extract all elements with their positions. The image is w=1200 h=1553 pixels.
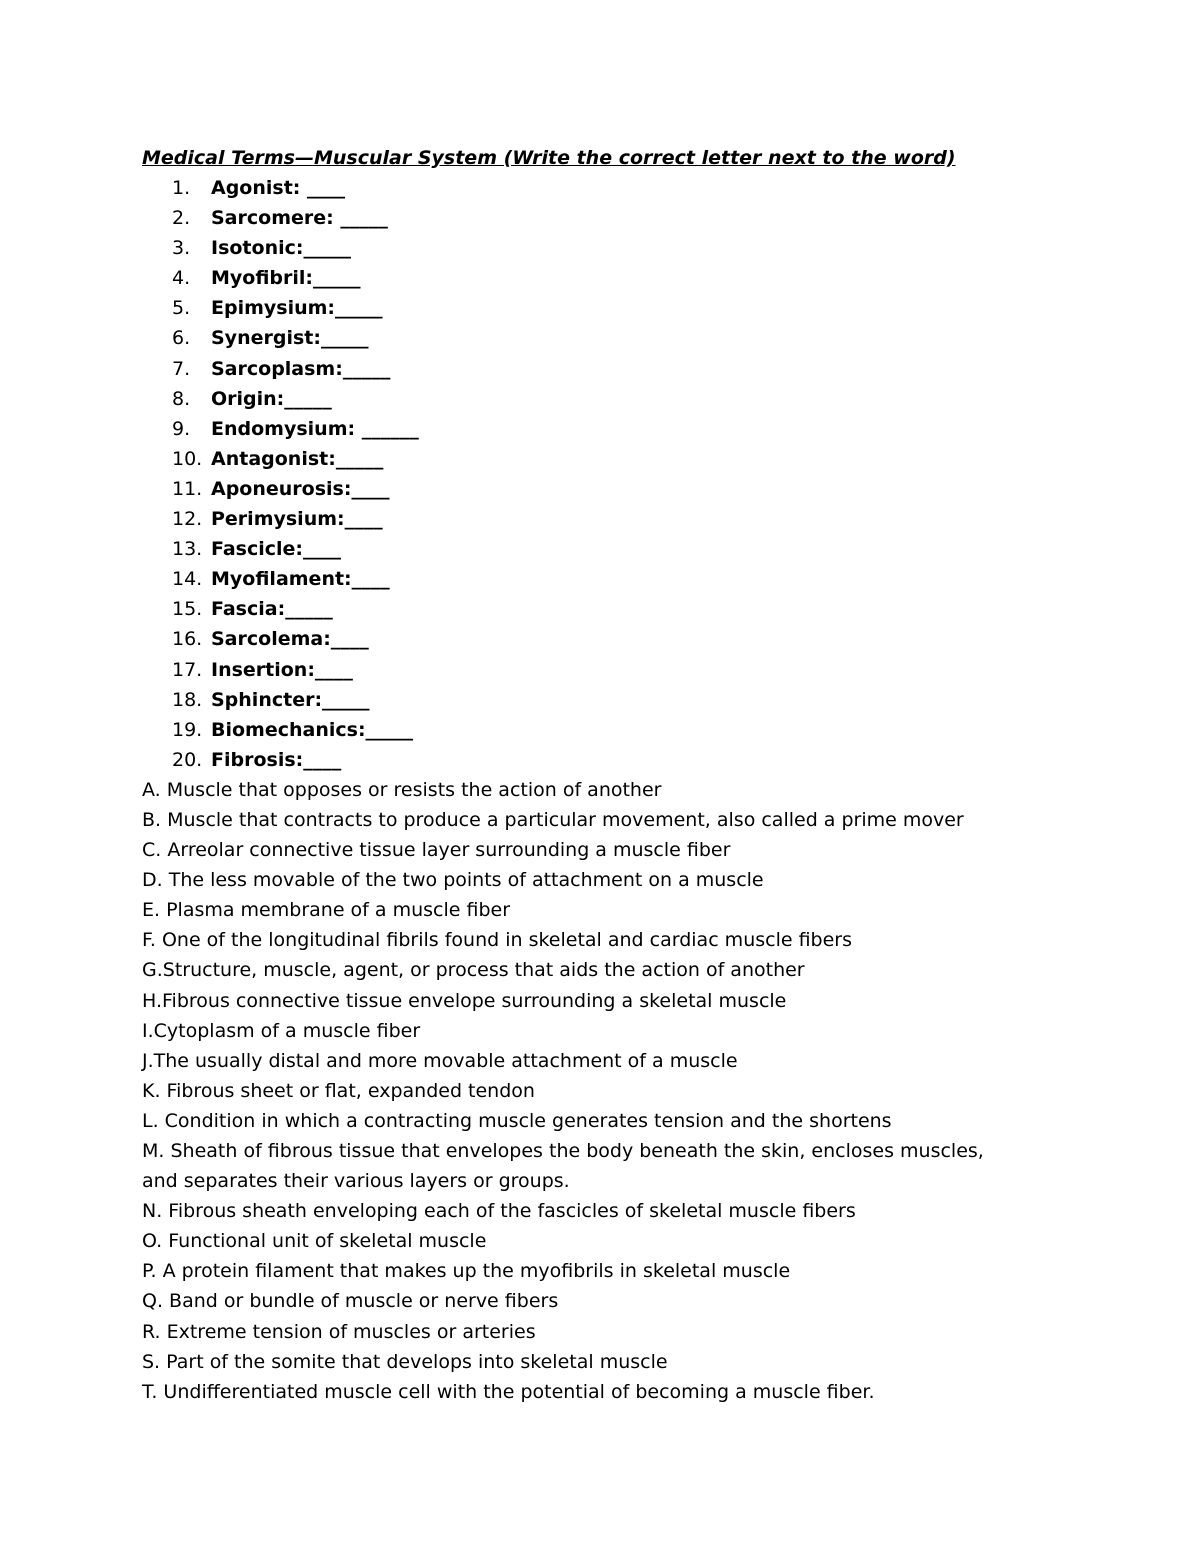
- term-number: 13.: [172, 538, 203, 561]
- definition-text: O. Functional unit of skeletal muscle: [142, 1230, 487, 1253]
- definition-item: [142, 1256, 1142, 1286]
- definition-text: R. Extreme tension of muscles or arteries: [142, 1320, 536, 1343]
- term-text: Insertion:____: [211, 658, 353, 681]
- definition-text: F. One of the longitudinal fibrils found in skeletal and cardiac muscle fibers: [142, 929, 853, 952]
- term-text: Aponeurosis:____: [211, 477, 390, 500]
- definition-text: G.Structure, muscle, agent, or process that aids the action of another: [142, 959, 805, 982]
- term-item: [142, 173, 1142, 203]
- term-item: [142, 263, 1142, 293]
- term-text: Fibrosis:____: [211, 748, 342, 771]
- definition-item: [142, 1076, 1142, 1106]
- definition-text: M. Sheath of fibrous tissue that envelopes the body beneath the skin, encloses muscles,: [142, 1140, 984, 1162]
- term-item: [142, 504, 1142, 534]
- term-text: Isotonic:_____: [211, 237, 351, 260]
- term-text: Fascia:_____: [211, 598, 333, 621]
- term-text: Antagonist:_____: [211, 447, 384, 470]
- term-number: 8.: [172, 387, 191, 410]
- definition-text: N. Fibrous sheath enveloping each of the fascicles of skeletal muscle fibers: [142, 1200, 856, 1223]
- term-item: [142, 534, 1142, 564]
- term-item: [142, 624, 1142, 654]
- definitions-list: [142, 775, 1142, 1407]
- definition-text: B. Muscle that contracts to produce a particular movement, also called a prime mover: [142, 808, 964, 831]
- term-number: 12.: [172, 508, 203, 531]
- term-number: 3.: [172, 237, 191, 260]
- term-item: [142, 354, 1142, 384]
- definition-item: [142, 1377, 1142, 1407]
- term-number: 18.: [172, 688, 203, 711]
- definition-item: [142, 775, 1142, 805]
- definition-item: [142, 865, 1142, 895]
- definition-item: [142, 895, 1142, 925]
- term-number: 16.: [172, 628, 203, 651]
- definition-item: [142, 1286, 1142, 1316]
- definition-text: C. Arreolar connective tissue layer surrounding a muscle fiber: [142, 839, 731, 862]
- term-number: 9.: [172, 417, 191, 440]
- definition-text: K. Fibrous sheet or flat, expanded tendon: [142, 1079, 535, 1102]
- term-item: [142, 564, 1142, 594]
- definition-item: [142, 1136, 1142, 1196]
- worksheet-content: [142, 143, 1142, 1407]
- term-text: Sarcolema:____: [211, 628, 369, 651]
- worksheet-title: Medical Terms—Muscular System (Write the correct letter next to the word): [142, 147, 956, 169]
- term-text: Synergist:_____: [211, 327, 369, 350]
- term-item: [142, 474, 1142, 504]
- definition-item: [142, 835, 1142, 865]
- definition-item: [142, 1347, 1142, 1377]
- term-item: [142, 685, 1142, 715]
- definition-text: H.Fibrous connective tissue envelope surrounding a skeletal muscle: [142, 989, 787, 1012]
- term-text: Myofibril:_____: [211, 267, 361, 290]
- term-item: [142, 233, 1142, 263]
- definition-item: [142, 955, 1142, 985]
- definition-text: D. The less movable of the two points of attachment on a muscle: [142, 869, 764, 892]
- term-text: Myofilament:____: [211, 568, 390, 591]
- term-item: [142, 323, 1142, 353]
- definition-item: [142, 1196, 1142, 1226]
- term-item: [142, 414, 1142, 444]
- term-number: 1.: [172, 177, 191, 199]
- definition-text: I.Cytoplasm of a muscle fiber: [142, 1019, 421, 1042]
- term-item: [142, 293, 1142, 323]
- definition-item: [142, 986, 1142, 1016]
- definition-text: S. Part of the somite that develops into skeletal muscle: [142, 1350, 668, 1373]
- definition-item: [142, 1016, 1142, 1046]
- term-text: Origin:_____: [211, 387, 332, 410]
- terms-list: [142, 173, 1142, 775]
- term-text: Endomysium: ______: [211, 417, 419, 440]
- term-number: 11.: [172, 477, 203, 500]
- term-number: 20.: [172, 748, 203, 771]
- term-number: 17.: [172, 658, 203, 681]
- definition-text-continuation: and separates their various layers or groups.: [142, 1170, 570, 1193]
- definition-item: [142, 1226, 1142, 1256]
- definition-item: [142, 805, 1142, 835]
- definition-item: [142, 1317, 1142, 1347]
- definition-text: Q. Band or bundle of muscle or nerve fibers: [142, 1290, 559, 1313]
- term-number: 4.: [172, 267, 191, 290]
- term-text: Sarcoplasm:_____: [211, 357, 391, 380]
- term-number: 15.: [172, 598, 203, 621]
- term-number: 19.: [172, 718, 203, 741]
- term-item: [142, 444, 1142, 474]
- definition-text: J.The usually distal and more movable attachment of a muscle: [142, 1049, 738, 1072]
- definition-item: [142, 925, 1142, 955]
- term-text: Fascicle:____: [211, 538, 342, 561]
- definition-text: P. A protein filament that makes up the myofibrils in skeletal muscle: [142, 1260, 791, 1283]
- definition-text: A. Muscle that opposes or resists the action of another: [142, 778, 662, 801]
- term-text: Biomechanics:_____: [211, 718, 414, 741]
- term-number: 14.: [172, 568, 203, 591]
- term-text: Epimysium:_____: [211, 297, 383, 320]
- term-text: Sarcomere: _____: [211, 207, 388, 230]
- term-item: [142, 655, 1142, 685]
- definition-item: [142, 1106, 1142, 1136]
- term-item: [142, 384, 1142, 414]
- term-number: 7.: [172, 357, 191, 380]
- definition-text: E. Plasma membrane of a muscle fiber: [142, 899, 511, 922]
- term-number: 10.: [172, 447, 203, 470]
- term-item: [142, 203, 1142, 233]
- term-text: Agonist: ____: [211, 177, 346, 199]
- term-number: 2.: [172, 207, 191, 230]
- definition-item: [142, 1046, 1142, 1076]
- term-text: Sphincter:_____: [211, 688, 370, 711]
- term-item: [142, 594, 1142, 624]
- term-item: [142, 715, 1142, 745]
- definition-text: T. Undifferentiated muscle cell with the potential of becoming a muscle fiber.: [142, 1380, 875, 1403]
- term-number: 6.: [172, 327, 191, 350]
- definition-text: L. Condition in which a contracting muscle generates tension and the shortens: [142, 1109, 892, 1132]
- term-item: [142, 745, 1142, 775]
- term-text: Perimysium:____: [211, 508, 383, 531]
- term-number: 5.: [172, 297, 191, 320]
